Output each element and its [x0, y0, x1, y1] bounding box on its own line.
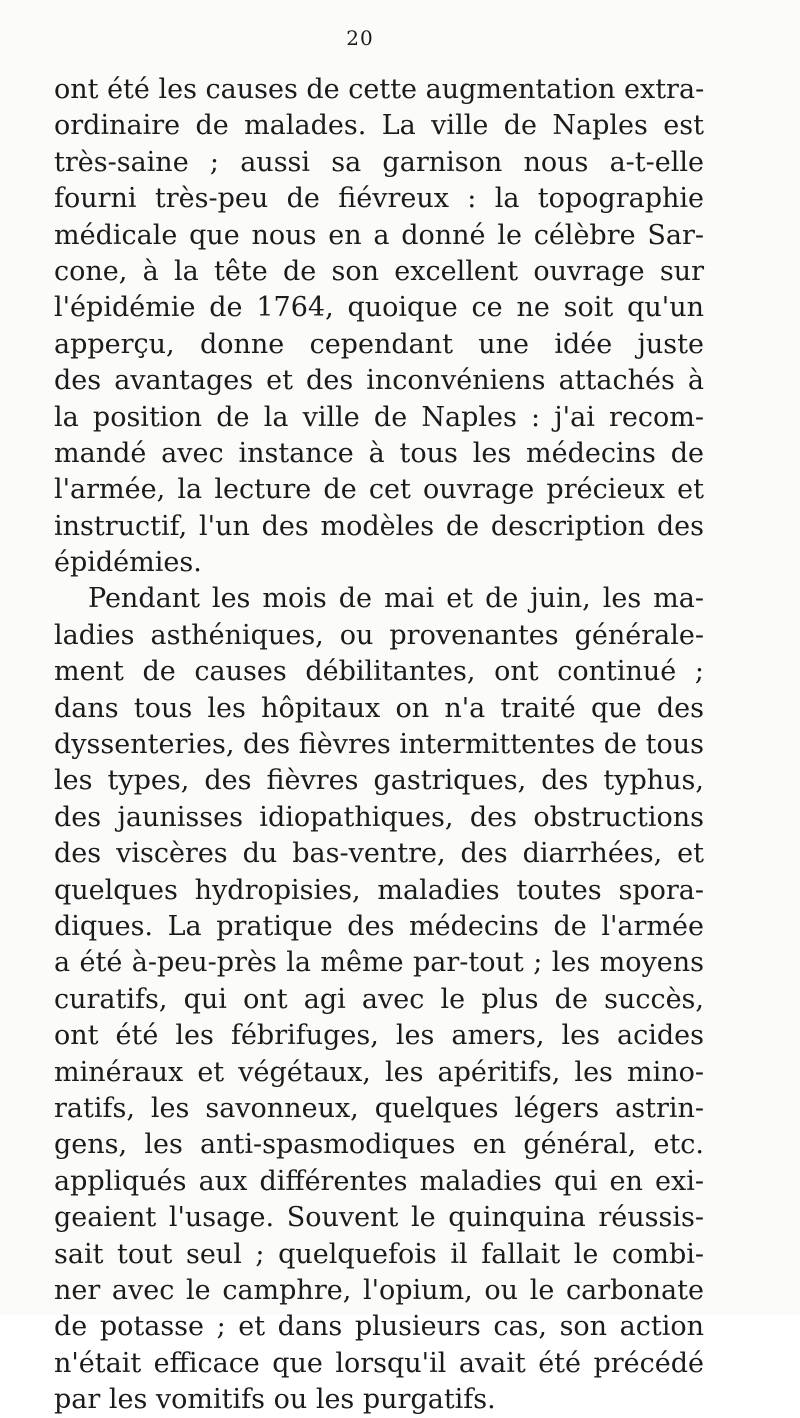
text-line: ner avec le camphre, l'opium, ou le carbonate — [54, 1274, 704, 1306]
text-line: l'épidémie de 1764, quoique ce ne soit qu'un — [54, 292, 704, 324]
text-line: ont été les causes de cette augmentation extra- — [54, 74, 705, 105]
text-line: cone, à la tête de son excellent ouvrage sur — [54, 255, 704, 287]
text-line: ratifs, les savonneux, quelques légers astrin- — [54, 1092, 704, 1124]
text-line: de potasse ; et dans plusieurs cas, son action — [54, 1311, 704, 1343]
text-line: geaient l'usage. Souvent le quinquina réussis- — [54, 1202, 704, 1234]
text-line: dyssenteries, des fièvres intermittentes de tous — [54, 729, 704, 761]
text-line: par les vomitifs ou les purgatifs. — [54, 1384, 496, 1416]
text-line: fourni très-peu de fiévreux : la topographie — [54, 183, 704, 215]
page-number: 20 — [346, 26, 374, 50]
text-line: mandé avec instance à tous les médecins de — [54, 437, 704, 469]
text-line: instructif, l'un des modèles de description des — [54, 510, 704, 542]
body-text — [54, 72, 704, 1418]
text-line: ladies asthéniques, ou provenantes générale- — [54, 619, 704, 651]
text-line: ordinaire de malades. La ville de Naples est — [54, 110, 704, 142]
text-line: apperçu, donne cependant une idée juste — [54, 328, 704, 360]
text-line: dans tous les hôpitaux on n'a traité que des — [54, 692, 704, 724]
text-line: sait tout seul ; quelquefois il fallait le combi- — [54, 1238, 704, 1270]
text-line: Pendant les mois de mai et de juin, les ma- — [88, 583, 704, 615]
text-line: a été à-peu-près la même par-tout ; les moyens — [54, 947, 704, 979]
text-line: l'armée, la lecture de cet ouvrage précieux et — [54, 474, 704, 506]
text-line: quelques hydropisies, maladies toutes spora- — [54, 874, 704, 906]
text-line: les types, des fièvres gastriques, des typhus, — [54, 765, 704, 797]
text-line: minéraux et végétaux, les apéritifs, les mino- — [54, 1056, 704, 1088]
text-line: la position de la ville de Naples : j'ai recom- — [54, 401, 704, 433]
text-line: des viscères du bas-ventre, des diarrhées, et — [54, 838, 704, 870]
text-line: appliqués aux différentes maladies qui en exi- — [54, 1165, 704, 1197]
text-line: gens, les anti-spasmodiques en général, etc. — [54, 1129, 704, 1161]
paragraph-1 — [54, 72, 704, 581]
text-line: ont été les fébrifuges, les amers, les acides — [54, 1020, 704, 1052]
text-line: ment de causes débilitantes, ont continué ; — [54, 656, 704, 688]
text-line: des avantages et des inconvéniens attachés à — [54, 365, 704, 397]
text-line: curatifs, qui ont agi avec le plus de succès, — [54, 983, 704, 1015]
paragraph-2 — [54, 581, 704, 1418]
text-line: diques. La pratique des médecins de l'armée — [54, 910, 704, 942]
text-line: épidémies. — [54, 547, 202, 579]
text-line: médicale que nous en a donné le célèbre Sar- — [54, 219, 704, 251]
text-line: des jaunisses idiopathiques, des obstructions — [54, 801, 704, 833]
text-line: très-saine ; aussi sa garnison nous a-t-elle — [54, 146, 704, 178]
text-line: n'était efficace que lorsqu'il avait été précédé — [54, 1347, 704, 1379]
